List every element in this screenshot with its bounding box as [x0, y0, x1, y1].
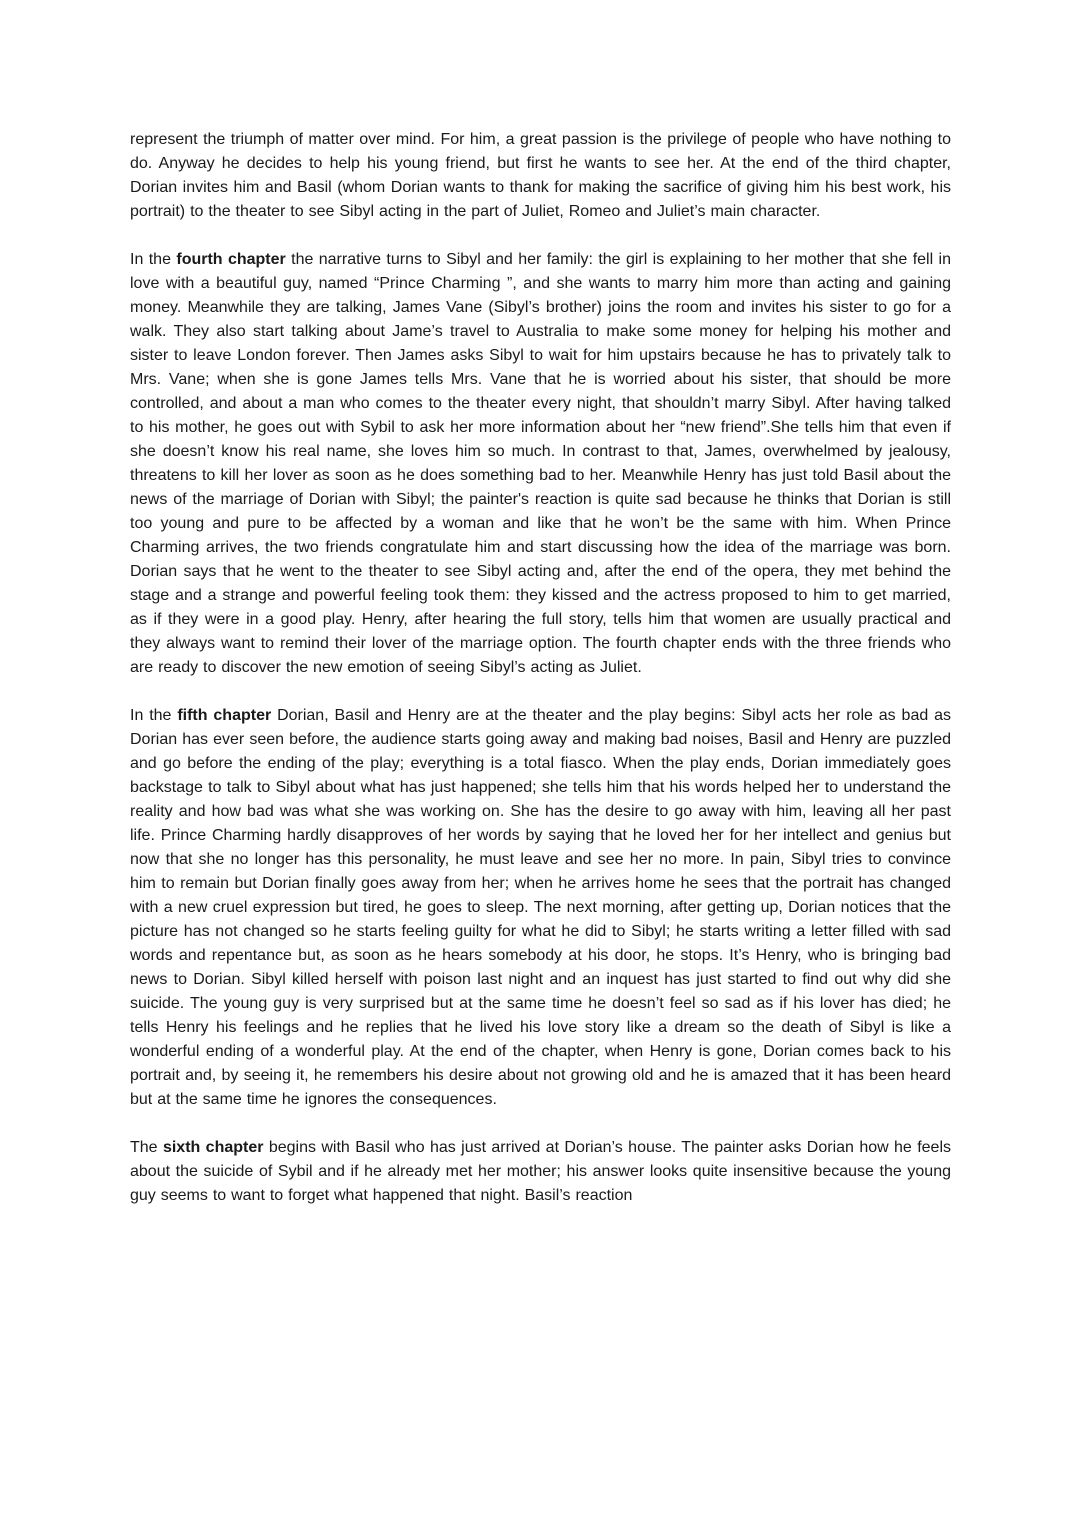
paragraph-fourth-chapter: [130, 248, 951, 680]
chapter-label-bold: sixth chapter: [162, 1139, 264, 1156]
document-content: [130, 128, 951, 1208]
paragraph-third-chapter-continuation: [130, 128, 951, 224]
paragraph-text: The: [130, 1139, 163, 1156]
paragraph-text: begins with Basil who has just arrived at Dorian’s house. The painter asks Dorian how he feels about the suicide of Sybil and if he already met her mother; his answer looks quite insensitive because the young guy seems to want to forget what happened that night. Basil’s reaction: [130, 1139, 952, 1204]
paragraph-text: In the: [130, 251, 177, 268]
paragraph-fifth-chapter: [130, 704, 951, 1112]
chapter-label-bold: fifth chapter: [177, 707, 272, 724]
paragraph-text: In the: [130, 707, 178, 724]
chapter-label-bold: fourth chapter: [176, 251, 286, 268]
paragraph-text: the narrative turns to Sibyl and her family: the girl is explaining to her mother that she fell in love with a beautiful guy, named “Prince Charming ”, and she wants to marry him more than acting and gaining money. Meanwhile they are talking, James Vane (Sibyl’s brother) joins the room and invites his sister to go for a walk. They also start talking about Jame’s travel to Australia to make some money for helping his mother and sister to leave London forever. Then James asks Sibyl to wait for him upstairs because he has to privately talk to Mrs. Vane; when she is gone James tells Mrs. Vane that he is worried about his sister, that should be more controlled, and about a man who comes to the theater every night, that shouldn’t marry Sibyl. After having talked to his mother, he goes out with Sybil to ask her more information about her “new friend”.She tells him that even if she doesn’t know his real name, she loves him so much. In contrast to that, James, overwhelmed by jealousy, threatens to kill her lover as soon as he does something bad to her. Meanwhile Henry has just told Basil about the news of the marriage of Dorian with Sibyl; the painter's reaction is quite sad because he thinks that Dorian is still too young and pure to be affected by a woman and like that he won’t be the same with him. When Prince Charming arrives, the two friends congratulate him and start discussing how the idea of the marriage was born. Dorian says that he went to the theater to see Sibyl acting and, after the end of the opera, they met behind the stage and a strange and powerful feeling took them: they kissed and the actress proposed to him to get married, as if they were in a good play. Henry, after hearing the full story, tells him that women are usually practical and they always want to remind their lover of the marriage option. The fourth chapter ends with the three friends who are ready to discover the new emotion of seeing Sibyl’s acting as Juliet.: [130, 251, 951, 676]
paragraph-sixth-chapter: [130, 1136, 951, 1208]
paragraph-text: represent the triumph of matter over mind. For him, a great passion is the privilege of people who have nothing to do. Anyway he decides to help his young friend, but first he wants to see her. At the end of the third chapter, Dorian invites him and Basil (whom Dorian wants to thank for making the sacrifice of giving him his best work, his portrait) to the theater to see Sibyl acting in the part of Juliet, Romeo and Juliet’s main character.: [130, 131, 951, 220]
paragraph-text: Dorian, Basil and Henry are at the theater and the play begins: Sibyl acts her role as bad as Dorian has ever seen before, the audience starts going away and making bad noises, Basil and Henry are puzzled and go before the ending of the play; everything is a total fiasco. When the play ends, Dorian immediately goes backstage to talk to Sibyl about what has just happened; she tells him that his words helped her to understand the reality and how bad was what she was working on. She has the desire to go away with him, leaving all her past life. Prince Charming hardly disapproves of her words by saying that he loved her for her intellect and genius but now that she no longer has this personality, he must leave and see her no more. In pain, Sibyl tries to convince him to remain but Dorian finally goes away from her; when he arrives home he sees that the portrait has changed with a new cruel expression but tired, he goes to sleep. The next morning, after getting up, Dorian notices that the picture has not changed so he starts feeling guilty for what he did to Sibyl; he starts writing a letter filled with sad words and repentance but, as soon as he hears somebody at his door, he stops. It’s Henry, who is bringing bad news to Dorian. Sibyl killed herself with poison last night and an inquest has just started to find out why did she suicide. The young guy is very surprised but at the same time he doesn’t feel so sad as if his lover has died; he tells Henry his feelings and he replies that he lived his love story like a dream so the death of Sibyl is like a wonderful ending of a wonderful play. At the end of the chapter, when Henry is gone, Dorian comes back to his portrait and, by seeing it, he remembers his desire about not growing old and he is amazed that it has been heard but at the same time he ignores the consequences.: [130, 707, 951, 1108]
